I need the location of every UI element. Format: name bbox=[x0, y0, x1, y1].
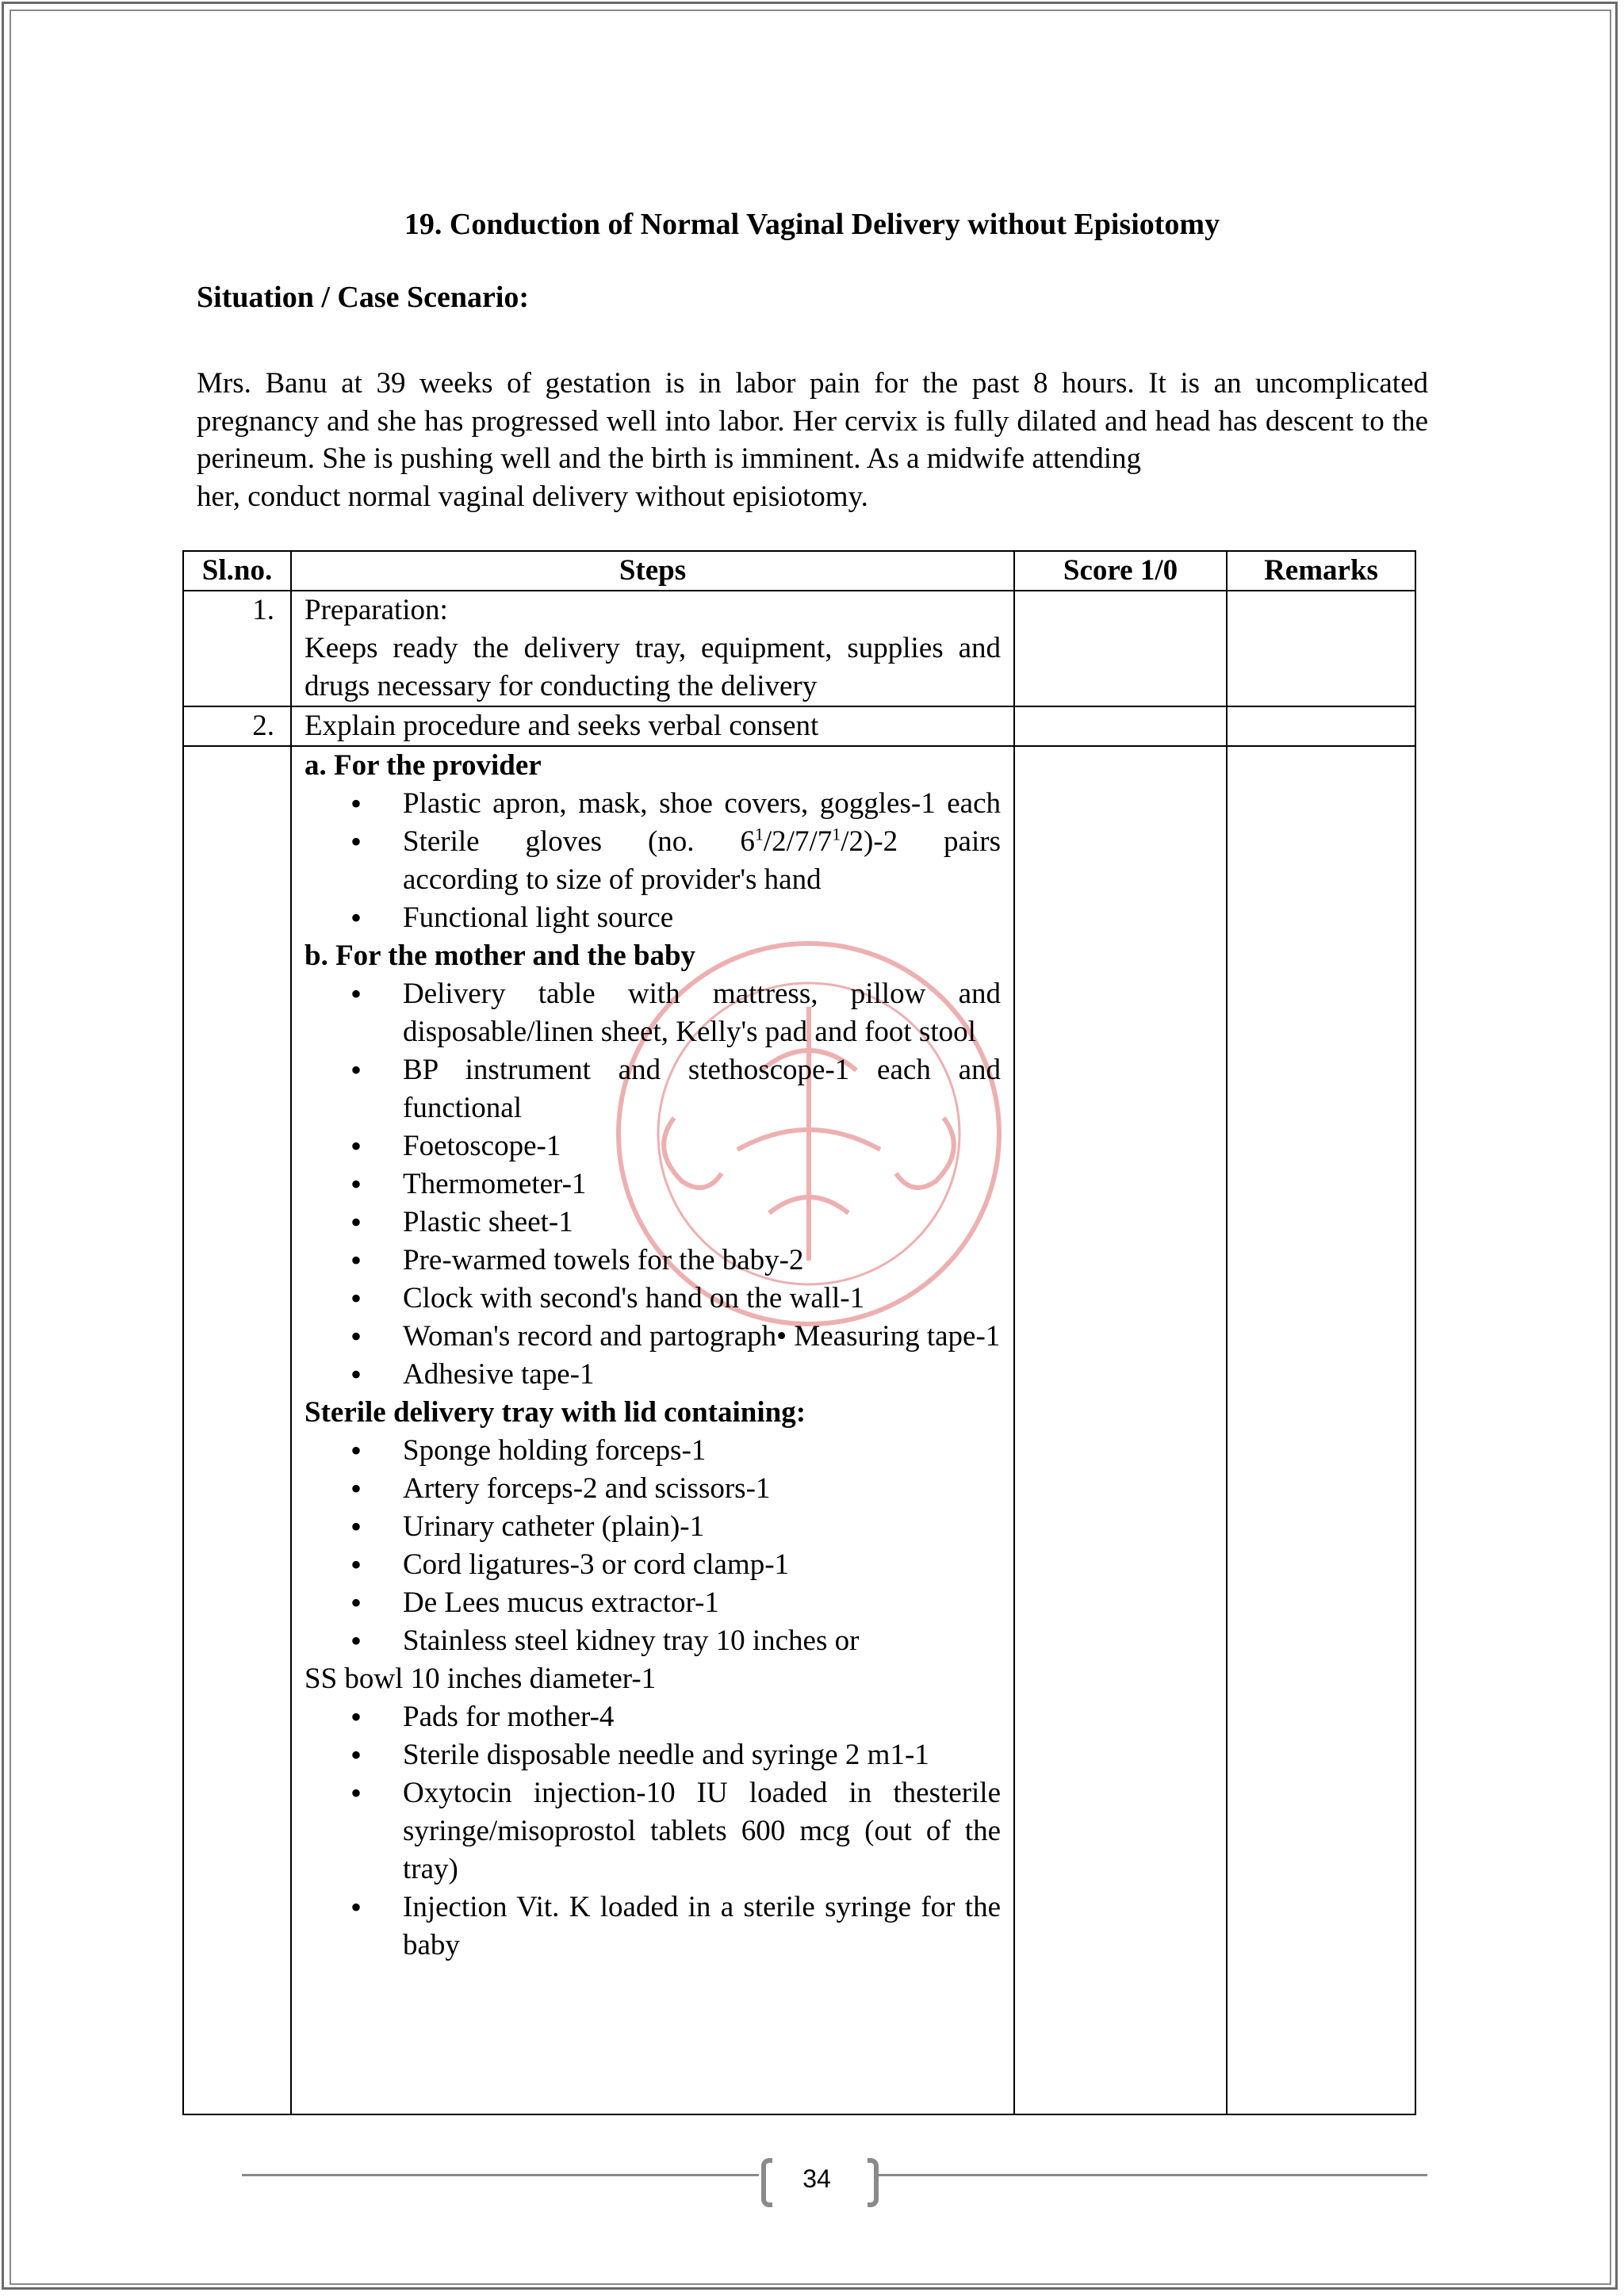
list-item: • Sterile disposable needle and syringe 2 m1-1 bbox=[403, 1736, 1001, 1774]
score-cell bbox=[1014, 746, 1227, 2114]
step-label: Preparation: bbox=[304, 594, 448, 626]
step-cell: Explain procedure and seeks verbal consent bbox=[291, 706, 1014, 746]
remarks-cell bbox=[1227, 746, 1415, 2114]
checklist-table bbox=[182, 550, 1416, 2115]
ss-bowl-text: SS bowl 10 inches diameter-1 bbox=[304, 1663, 657, 1695]
list-item: • Adhesive tape-1 bbox=[403, 1356, 1001, 1394]
row-number: 2. bbox=[183, 706, 291, 746]
list-item: • Functional light source bbox=[403, 899, 1001, 937]
case-scenario bbox=[197, 365, 1428, 515]
table-row bbox=[183, 591, 1415, 706]
step-text: Keeps ready the delivery tray, equipment, supplies and drugs necessary for conducting the delivery bbox=[304, 632, 1001, 702]
table-row bbox=[183, 746, 1415, 2114]
header-slno: Sl.no. bbox=[183, 551, 291, 591]
additional-items-list bbox=[304, 1698, 1001, 1965]
list-item: • Stainless steel kidney tray 10 inches or bbox=[403, 1622, 1001, 1660]
tray-heading: Sterile delivery tray with lid containing: bbox=[304, 1396, 806, 1429]
header-score: Score 1/0 bbox=[1014, 551, 1227, 591]
list-item: • Pads for mother-4 bbox=[403, 1698, 1001, 1736]
step-cell bbox=[291, 591, 1014, 706]
table-header-row bbox=[183, 551, 1415, 591]
list-item: • Injection Vit. K loaded in a sterile syringe for the baby bbox=[403, 1888, 1001, 1965]
scenario-text-last-line: her, conduct normal vaginal delivery without episiotomy. bbox=[197, 480, 868, 513]
table-row bbox=[183, 706, 1415, 746]
tray-list bbox=[304, 1432, 1001, 1660]
list-item: • Plastic sheet-1 bbox=[403, 1203, 1001, 1242]
provider-list bbox=[304, 785, 1001, 937]
header-remarks: Remarks bbox=[1227, 551, 1415, 591]
list-item: • Pre-warmed towels for the baby-2 bbox=[403, 1242, 1001, 1280]
score-cell bbox=[1014, 706, 1227, 746]
list-item: • Cord ligatures-3 or cord clamp-1 bbox=[403, 1546, 1001, 1584]
situation-heading: Situation / Case Scenario: bbox=[197, 281, 530, 314]
list-item: • Thermometer-1 bbox=[403, 1165, 1001, 1203]
list-item: • Woman's record and partograph• Measuring tape-1 bbox=[403, 1318, 1001, 1356]
list-item: • Plastic apron, mask, shoe covers, goggles-1 each bbox=[403, 785, 1001, 823]
page-number: 34 bbox=[802, 2164, 831, 2193]
provider-heading: a. For the provider bbox=[304, 749, 542, 782]
score-cell bbox=[1014, 591, 1227, 706]
remarks-cell bbox=[1227, 591, 1415, 706]
list-item: • Sponge holding forceps-1 bbox=[403, 1432, 1001, 1470]
list-item: • Artery forceps-2 and scissors-1 bbox=[403, 1470, 1001, 1508]
list-item: • De Lees mucus extractor-1 bbox=[403, 1584, 1001, 1622]
gloves-line-2: according to size of provider's hand bbox=[403, 863, 822, 896]
equipment-list-cell bbox=[291, 746, 1014, 2114]
list-item: • Urinary catheter (plain)-1 bbox=[403, 1508, 1001, 1546]
footer-rule-left bbox=[242, 2174, 759, 2176]
header-steps: Steps bbox=[291, 551, 1014, 591]
row-number: 1. bbox=[183, 591, 291, 706]
list-item: • Clock with second's hand on the wall-1 bbox=[403, 1280, 1001, 1318]
mother-baby-list bbox=[304, 975, 1001, 1394]
list-item: • Oxytocin injection-10 IU loaded in thesterile syringe/misoprostol tablets 600 mcg (out of the tray) bbox=[403, 1774, 1001, 1888]
list-item: • BP instrument and stethoscope-1 each and functional bbox=[403, 1051, 1001, 1127]
footer-rule-right bbox=[875, 2174, 1427, 2176]
list-item: • Delivery table with mattress, pillow and disposable/linen sheet, Kelly's pad and foot stool bbox=[403, 975, 1001, 1051]
scenario-text: Mrs. Banu at 39 weeks of gestation is in labor pain for the past 8 hours. It is an uncomplicated pregnancy and she has progressed well into labor. Her cervix is fully dilated and head has descent to the perineum. She is pushing well and the birth is imminent. As a midwife attending bbox=[197, 367, 1428, 475]
page-title: 19. Conduction of Normal Vaginal Delivery without Episiotomy bbox=[404, 208, 1220, 241]
gloves-line: • Sterile gloves (no. $6^1/2/7/7^1/2)-2$ pairs bbox=[403, 824, 1001, 858]
mother-baby-heading: b. For the mother and the baby bbox=[304, 939, 696, 972]
row-number bbox=[183, 746, 291, 2114]
list-item: • Foetoscope-1 bbox=[403, 1127, 1001, 1165]
list-item bbox=[403, 823, 1001, 899]
remarks-cell bbox=[1227, 706, 1415, 746]
